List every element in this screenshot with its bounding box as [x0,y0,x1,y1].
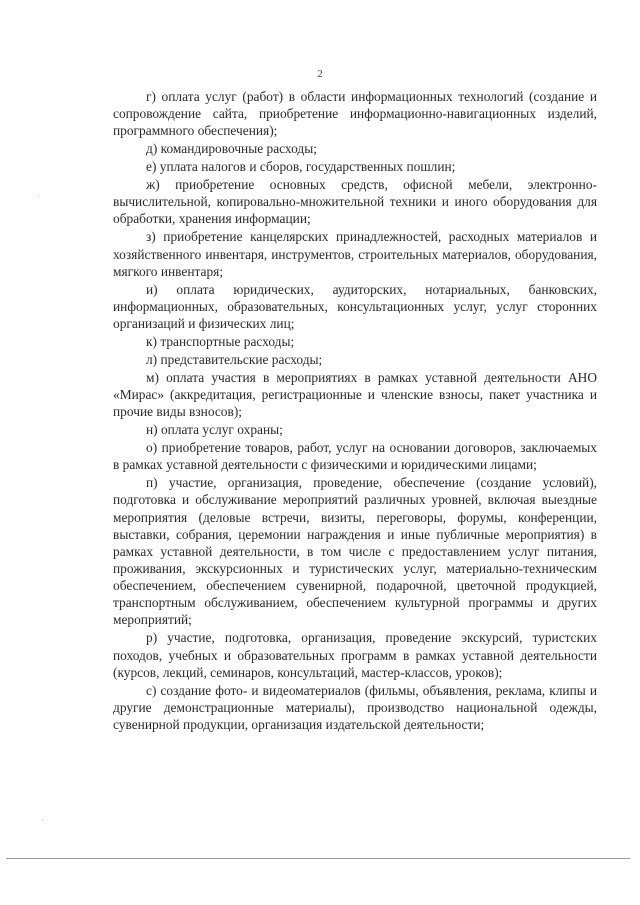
list-item-l: л) представительские расходы; [146,351,323,367]
document-body [113,88,597,734]
list-item-s: с) создание фото- и видеоматериалов (фильмы, объявления, реклама, клипы и другие демонстрационные материалы), производство национальной одежды, сувенирной продукции, организация издательской деятельности; [113,682,597,732]
list-item-e: е) уплата налогов и сборов, государственных пошлин; [146,159,456,175]
list-item-k: к) транспортные расходы; [146,333,295,349]
list-item-r: р) участие, подготовка, организация, проведение экскурсий, туристских походов, учебных и образовательных программ в рамках уставной деятельности (курсов, лекций, семинаров, консультаций, мастер-классов, уроков); [113,630,597,680]
list-item-p: п) участие, организация, проведение, обеспечение (создание условий), подготовка и обслуживание мероприятий различных уровней, включая выездные мероприятия (деловые встречи, визиты, переговоры, форумы, конференции, выставки, собрания, церемонии награждения и иные публичные мероприятия) в рамках уставной деятельности, в том числе с предоставлением услуг питания, проживания, экскурсионных и туристических услуг, материально-техническим обеспечением, обеспечением сувенирной, подарочной, цветочной продукцией, транспортным обслуживанием, обеспечением культурной программы и других мероприятий; [113,475,597,628]
list-item-o: о) приобретение товаров, работ, услуг на основании договоров, заключаемых в рамках уставной деятельности с физическими и юридическими лицами; [113,440,597,473]
page-bottom-edge-line [6,858,630,859]
list-item-m: м) оплата участия в мероприятиях в рамках уставной деятельности АНО «Мирас» (аккредитация, регистрационные и членские взносы, пакет участника и прочие виды взносов); [113,369,597,420]
list-item-n: н) оплата услуг охраны; [146,422,283,438]
list-item-d: д) командировочные расходы; [146,141,317,157]
list-item-i: и) оплата юридических, аудиторских, нотариальных, банковских, информационных, образовательных, консультационных услуг, услуг сторонних организаций и физических лиц; [113,281,597,332]
list-item-g: г) оплата услуг (работ) в области информационных технологий (создание и сопровождение сайта, приобретение информационно-навигационных изделий, программного обеспечения); [113,89,597,139]
list-item-z: з) приобретение канцелярских принадлежностей, расходных материалов и хозяйственного инвентаря, инструментов, строительных материалов, оборудования, мягкого инвентаря; [113,229,597,279]
page-number: 2 [317,68,323,80]
scan-speck [42,820,43,821]
list-item-zh: ж) приобретение основных средств, офисной мебели, электронно-вычислительной, копировально-множительной техники и иного оборудования для обработки, хранения информации; [113,177,597,227]
scan-speck [38,196,39,197]
